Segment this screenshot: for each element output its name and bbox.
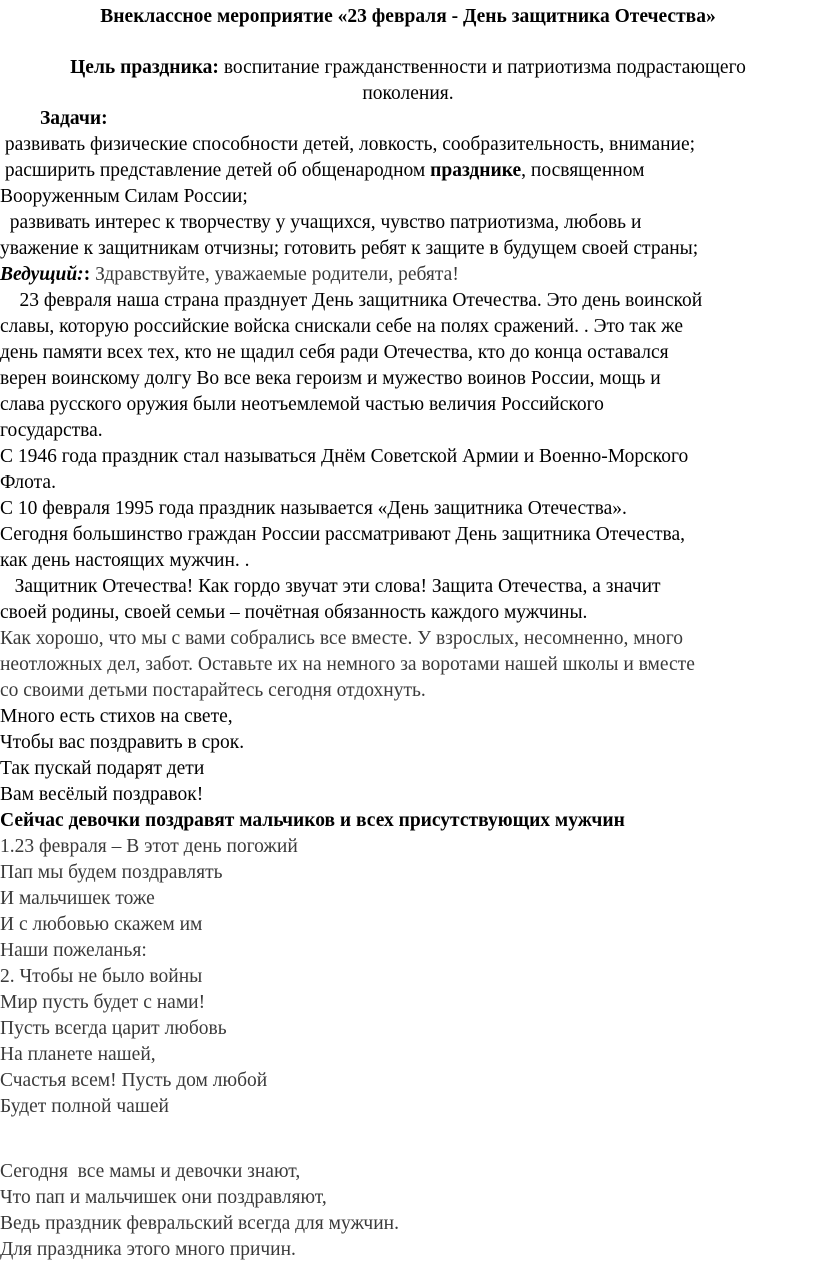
intro-line: Флота. [0,472,56,493]
intro-line: слава русского оружия были неотъемлемой частью величия Российского [0,394,604,415]
poem-2-line: 2. Чтобы не было войны [0,966,203,987]
intro-line: Защитник Отечества! Как гордо звучат эти слова! Защита Отечества, а значит [0,576,661,597]
goal-text: воспитание гражданственности и патриотизма подрастающего [218,57,746,78]
poem-2-line: И мальчишек тоже [0,888,155,909]
poem-3-line: Что пап и мальчишек они поздравляют, [0,1187,327,1208]
poem-1-line: Чтобы вас поздравить в срок. [0,732,245,753]
task-2-text: расширить представление детей об общенародном [0,160,431,181]
goal-label: Цель праздника: [70,57,219,78]
host-line [0,262,459,289]
task-2-line-2: Вооруженным Силам России; [0,186,248,207]
task-3-line-1: развивать интерес к творчеству у учащихся, чувство патриотизма, любовь и [0,212,642,233]
intro-line: верен воинскому долгу Во все века героизм и мужество воинов России, мощь и [0,368,661,389]
task-2-text-end: , посвященном [521,160,645,181]
poem-3-line: Ведь праздник февральский всегда для мужчин. [0,1213,399,1234]
welcome-line: неотложных дел, забот. Оставьте их на немного за воротами нашей школы и вместе [0,654,695,675]
host-colon: : [83,264,91,285]
goal-line-2: поколения. [362,83,454,104]
poem-2-line: Наши пожеланья: [0,940,147,961]
poem-2-line: Будет полной чашей [0,1096,169,1117]
host-label: Ведущий: [0,264,84,285]
poem-2-line: Счастья всем! Пусть дом любой [0,1070,268,1091]
intro-line: своей родины, своей семьи – почётная обязанность каждого мужчины. [0,602,588,623]
intro-line: С 1946 года праздник стал называться Днём Советской Армии и Военно-Морского [0,446,689,467]
poem-1-line: Много есть стихов на свете, [0,706,233,727]
poem-2-line: Пап мы будем поздравлять [0,862,223,883]
intro-line: как день настоящих мужчин. . [0,550,250,571]
intro-line: государства. [0,420,103,441]
task-1: развивать физические способности детей, ловкость, сообразительность, внимание; [0,134,696,155]
poem-1-line: Вам весёлый поздравок! [0,784,204,805]
intro-line: славы, которую российские войска снискали себе на полях сражений. . Это так же [0,316,683,337]
poem-3-line: Сегодня все мамы и девочки знают, [0,1161,301,1182]
poem-1-line: Так пускай подарят дети [0,758,205,779]
host-greeting: Здравствуйте, уважаемые родители, ребята! [90,264,459,285]
girls-heading: Сейчас девочки поздравят мальчиков и всех присутствующих мужчин [0,810,625,831]
tasks-heading: Задачи: [40,108,108,129]
poem-2-line: 1.23 февраля – В этот день погожий [0,836,298,857]
task-2 [0,158,644,185]
poem-2-line: Пусть всегда царит любовь [0,1018,227,1039]
poem-3-line: Для праздника этого много причин. [0,1239,296,1260]
poem-2-line: Мир пусть будет с нами! [0,992,206,1013]
intro-line: С 10 февраля 1995 года праздник называется «День защитника Отечества». [0,498,627,519]
welcome-line: со своими детьми постарайтесь сегодня отдохнуть. [0,680,426,701]
poem-2-line: И с любовью скажем им [0,914,203,935]
intro-line: 23 февраля наша страна празднует День защитника Отечества. Это день воинской [0,290,703,311]
intro-line: день памяти всех тех, кто не щадил себя ради Отечества, кто до конца оставался [0,342,669,363]
goal-line-1 [0,55,816,82]
document-title: Внеклассное мероприятие «23 февраля - День защитника Отечества» [100,6,716,27]
task-2-bold: празднике [430,160,522,181]
welcome-line: Как хорошо, что мы с вами собрались все вместе. У взрослых, несомненно, много [0,628,684,649]
poem-2-line: На планете нашей, [0,1044,156,1065]
intro-line: Сегодня большинство граждан России рассматривают День защитника Отечества, [0,524,686,545]
task-3-line-2: уважение к защитникам отчизны; готовить ребят к защите в будущем своей страны; [0,238,699,259]
